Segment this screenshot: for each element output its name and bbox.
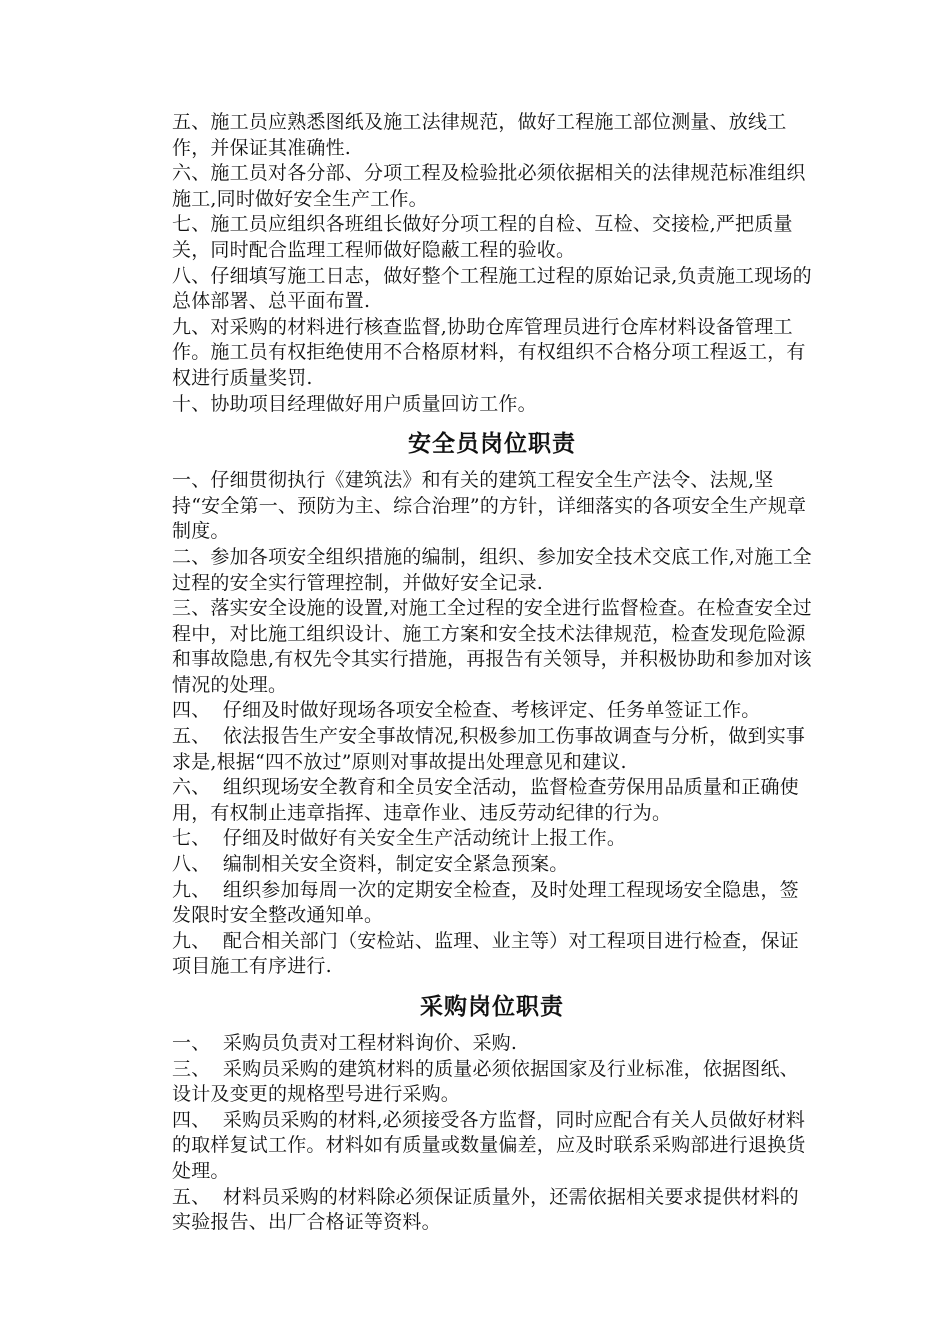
procurement-paragraph-4: 四、 采购员采购的材料,必须接受各方监督，同时应配合有关人员做好材料的取样复试工作。材料如有质量或数量偏差，应及时联系采购部进行退换货处理。 (172, 1108, 806, 1182)
paragraph-5: 五、施工员应熟悉图纸及施工法律规范，做好工程施工部位测量、放线工作，并保证其准确性. (172, 111, 787, 159)
safety-paragraph-3: 三、落实安全设施的设置,对施工全过程的安全进行监督检查。在检查安全过程中，对比施工组织设计、施工方案和安全技术法律规范，检查发现危险源和事故隐患,有权先令其实行措施，再报告有关领导，并积极协助和参加对该情况的处理。 (172, 597, 812, 696)
construction-duties-section (172, 110, 812, 417)
safety-paragraph-1: 一、仔细贯彻执行《建筑法》和有关的建筑工程安全生产法令、法规,坚持“安全第一、预防为主、综合治理”的方针，详细落实的各项安全生产规章制度。 (172, 469, 807, 543)
document-page (172, 110, 812, 1236)
procurement-section (172, 992, 812, 1236)
safety-paragraph-10: 九、 配合相关部门（安检站、监理、业主等）对工程项目进行检查，保证项目施工有序进行. (172, 929, 799, 978)
safety-paragraph-7: 七、 仔细及时做好有关安全生产活动统计上报工作。 (172, 827, 627, 850)
safety-paragraph-5: 五、 依法报告生产安全事故情况,积极参加工伤事故调查与分析，做到实事求是,根据“四不放过”原则对事故提出处理意见和建议. (172, 725, 806, 773)
paragraph-8: 八、仔细填写施工日志，做好整个工程施工过程的原始记录,负责施工现场的总体部署、总平面布置. (172, 264, 812, 313)
safety-officer-section (172, 429, 812, 980)
paragraph-7: 七、施工员应组织各班组长做好分项工程的自检、互检、交接检,严把质量关，同时配合监理工程师做好隐蔽工程的验收。 (172, 213, 793, 261)
paragraph-9: 九、对采购的材料进行核查监督,协助仓库管理员进行仓库材料设备管理工作。施工员有权拒绝使用不合格原材料，有权组织不合格分项工程返工，有权进行质量奖罚. (172, 315, 806, 389)
safety-paragraph-2: 二、参加各项安全组织措施的编制，组织、参加安全技术交底工作,对施工全过程的安全实行管理控制，并做好安全记录. (172, 545, 812, 594)
safety-paragraph-9: 九、 组织参加每周一次的定期安全检查，及时处理工程现场安全隐患，签发限时安全整改通知单。 (172, 878, 799, 927)
procurement-paragraph-5: 五、 材料员采购的材料除必须保证质量外，还需依据相关要求提供材料的实验报告、出厂合格证等资料。 (172, 1185, 799, 1234)
safety-officer-heading: 安全员岗位职责 (408, 431, 576, 458)
safety-paragraph-8: 八、 编制相关安全资料，制定安全紧急预案。 (172, 853, 569, 876)
safety-paragraph-6: 六、 组织现场安全教育和全员安全活动，监督检查劳保用品质量和正确使用，有权制止违章指挥、违章作业、违反劳动纪律的行为。 (172, 776, 799, 824)
safety-paragraph-4: 四、 仔细及时做好现场各项安全检查、考核评定、任务单签证工作。 (172, 699, 761, 722)
paragraph-10: 十、协助项目经理做好用户质量回访工作。 (172, 392, 537, 415)
procurement-paragraph-3: 三、 采购员采购的建筑材料的质量必须依据国家及行业标准，依据图纸、设计及变更的规格型号进行采购。 (172, 1057, 799, 1106)
procurement-paragraph-1: 一、 采购员负责对工程材料询价、采购. (172, 1032, 518, 1054)
paragraph-6: 六、施工员对各分部、分项工程及检验批必须依据相关的法律规范标准组织施工,同时做好安全生产工作。 (172, 162, 806, 210)
procurement-heading: 采购岗位职责 (420, 994, 564, 1020)
